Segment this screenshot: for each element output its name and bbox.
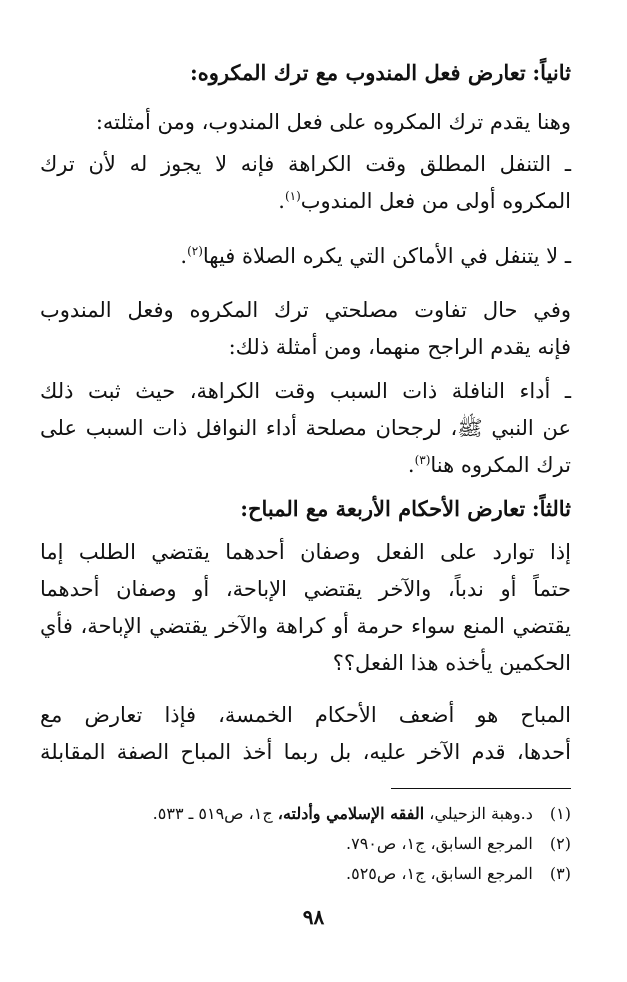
example3-line2: عن النبي ﷺ، لرجحان مصلحة أداء النوافل ذات السبب على xyxy=(40,416,571,440)
footnote-2 xyxy=(40,830,571,858)
example2-line xyxy=(40,238,571,274)
footnote-number: (٣) xyxy=(549,864,571,883)
section-two-heading xyxy=(40,55,571,91)
example3-end: . xyxy=(407,453,415,477)
section-two-label: ثانياً: xyxy=(532,60,571,85)
footnote-citation: ج١، ص٥١٩ ـ ٥٣٣. xyxy=(152,804,273,823)
example1-text: المكروه أولى من فعل المندوب xyxy=(300,189,571,213)
footnote-divider xyxy=(391,788,571,789)
footnote-ref-1: (١) xyxy=(284,189,301,203)
section-three-heading xyxy=(40,491,571,527)
intro-paragraph: وهنا يقدم ترك المكروه على فعل المندوب، ومن أمثلته: xyxy=(95,110,571,134)
example1-end: . xyxy=(278,189,285,213)
example1-line2 xyxy=(40,183,571,219)
footnote-citation: المرجع السابق، ج١، ص٧٩٠. xyxy=(346,834,533,853)
diff-paragraph-line2: فإنه يقدم الراجح منهما، ومن أمثلة ذلك: xyxy=(228,335,571,359)
footnote-ref-2: (٢) xyxy=(187,244,203,258)
example2-end: . xyxy=(180,244,188,268)
para-three-line2: حتماً أو ندباً، والآخر يقتضي الإباحة، أو وصفان أحدهما xyxy=(40,577,571,601)
document-page xyxy=(40,0,571,982)
footnote-1 xyxy=(40,800,571,828)
page-number: ٩٨ xyxy=(302,905,325,929)
mubah-line2: أحدها، قدم الآخر عليه، بل ربما أخذ المباح الصفة المقابلة xyxy=(40,740,571,764)
example3-line3 xyxy=(40,447,571,483)
section-three-label: ثالثاً: xyxy=(531,496,571,521)
mubah-line1: المباح هو أضعف الأحكام الخمسة، فإذا تعارض مع xyxy=(40,703,571,727)
example1-line1: ـ التنفل المطلق وقت الكراهة فإنه لا يجوز له لأن ترك xyxy=(40,152,571,176)
footnote-citation: المرجع السابق، ج١، ص٥٢٥. xyxy=(346,864,533,883)
example2-text: ـ لا يتنفل في الأماكن التي يكره الصلاة فيها xyxy=(202,244,571,268)
section-three-title: تعارض الأحكام الأربعة مع المباح: xyxy=(240,496,526,521)
footnote-3 xyxy=(40,860,571,888)
footnote-number: (١) xyxy=(549,804,571,823)
footnote-ref-3: (٣) xyxy=(414,453,431,467)
diff-paragraph-line1: وفي حال تفاوت مصلحتي ترك المكروه وفعل المندوب xyxy=(40,298,571,322)
example3-line1: ـ أداء النافلة ذات السبب وقت الكراهة، حيث ثبت ذلك xyxy=(40,379,571,403)
para-three-line4: الحكمين يأخذه هذا الفعل؟؟ xyxy=(332,651,571,675)
example3-text: ترك المكروه هنا xyxy=(430,453,571,477)
footnote-author: د.وهبة الزحيلي، xyxy=(429,804,533,823)
footnote-number: (٢) xyxy=(549,834,571,853)
para-three-line1: إذا توارد على الفعل وصفان أحدهما يقتضي الطلب إما xyxy=(40,540,571,564)
para-three-line3: يقتضي المنع سواء حرمة أو كراهة والآخر يقتضي الإباحة، فأي xyxy=(40,614,571,638)
footnote-book-title: الفقه الإسلامي وأدلته، xyxy=(277,804,425,823)
section-two-title: تعارض فعل المندوب مع ترك المكروه: xyxy=(189,60,526,85)
